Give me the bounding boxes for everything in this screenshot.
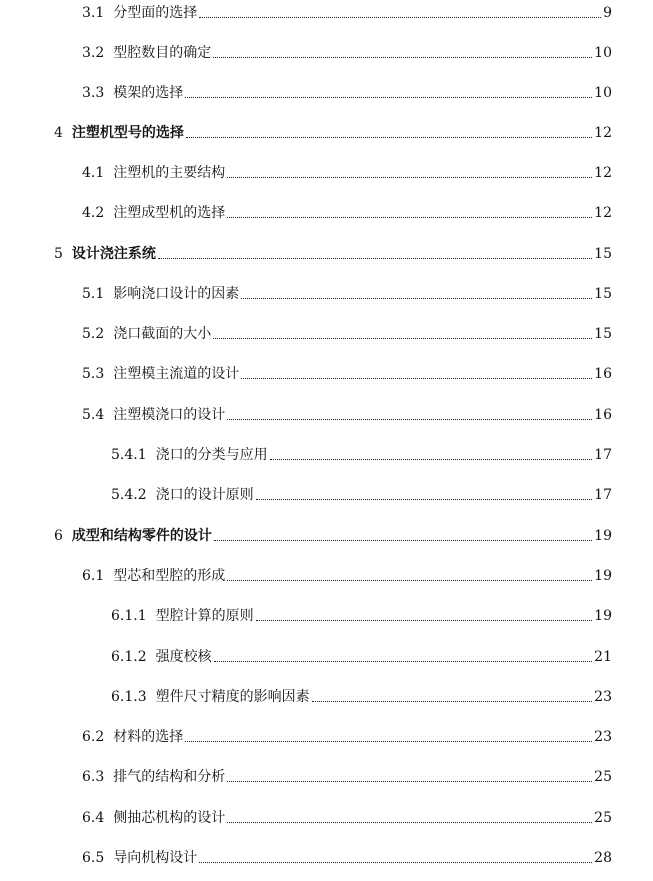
toc-entry-title: 浇口的设计原则 (155, 487, 254, 503)
toc-entry-title: 模架的选择 (113, 85, 184, 101)
toc-entry-number: 6.2 (82, 729, 105, 745)
toc-entry-4-2[interactable] (82, 202, 612, 222)
toc-entry-number: 6.3 (82, 769, 105, 785)
dot-leader (185, 97, 592, 98)
dot-leader (241, 378, 592, 379)
dot-leader (199, 862, 592, 863)
toc-entry-title: 注塑成型机的选择 (113, 205, 226, 221)
toc-entry-title: 浇口的分类与应用 (155, 447, 268, 463)
toc-entry-page: 10 (594, 45, 612, 61)
dot-leader (213, 57, 592, 58)
toc-entry-page: 19 (594, 608, 612, 624)
toc-entry-page: 15 (594, 326, 612, 342)
toc-entry-page: 15 (594, 286, 612, 302)
dot-leader (227, 177, 592, 178)
toc-entry-title: 塑件尺寸精度的影响因素 (155, 689, 310, 705)
toc-entry-title: 型腔计算的原则 (155, 608, 254, 624)
toc-entry-number: 5.1 (82, 286, 105, 302)
toc-entry-5-4[interactable] (82, 404, 612, 424)
toc-entry-4[interactable] (54, 122, 612, 142)
toc-entry-page: 23 (594, 689, 612, 705)
toc-entry-number: 6 (54, 528, 63, 544)
toc-entry-number: 6.1.2 (111, 649, 147, 665)
toc-entry-page: 19 (594, 528, 612, 544)
toc-entry-6-1-3[interactable] (111, 686, 612, 706)
toc-entry-title: 型腔数目的确定 (113, 45, 212, 61)
toc-entry-title: 导向机构设计 (113, 850, 198, 866)
toc-entry-5[interactable] (54, 243, 612, 263)
toc-entry-page: 17 (594, 447, 612, 463)
dot-leader (227, 217, 592, 218)
toc-entry-number: 4 (54, 125, 63, 141)
toc-entry-page: 12 (594, 205, 612, 221)
toc-entry-title: 设计浇注系统 (71, 246, 156, 262)
toc-entry-number: 6.4 (82, 810, 105, 826)
dot-leader (199, 17, 601, 18)
toc-entry-page: 25 (594, 810, 612, 826)
toc-entry-6-1[interactable] (82, 565, 612, 585)
toc-entry-number: 6.1 (82, 568, 105, 584)
toc-entry-page: 16 (594, 366, 612, 382)
dot-leader (227, 822, 592, 823)
toc-entry-number: 5.4.2 (111, 487, 147, 503)
dot-leader (227, 580, 592, 581)
toc-entry-6-1-2[interactable] (111, 646, 612, 666)
dot-leader (185, 741, 592, 742)
dot-leader (186, 137, 592, 138)
toc-entry-number: 6.1.3 (111, 689, 147, 705)
toc-entry-5-4-2[interactable] (111, 484, 612, 504)
dot-leader (256, 499, 593, 500)
toc-entry-number: 6.5 (82, 850, 105, 866)
toc-entry-title: 排气的结构和分析 (113, 769, 226, 785)
toc-entry-page: 12 (594, 125, 612, 141)
dot-leader (270, 459, 593, 460)
toc-entry-number: 5 (54, 246, 63, 262)
toc-entry-3-3[interactable] (82, 82, 612, 102)
dot-leader (241, 298, 592, 299)
toc-entry-title: 材料的选择 (113, 729, 184, 745)
toc-entry-title: 分型面的选择 (113, 5, 198, 21)
toc-entry-5-3[interactable] (82, 363, 612, 383)
toc-entry-page: 25 (594, 769, 612, 785)
toc-entry-title: 强度校核 (155, 649, 212, 665)
dot-leader (214, 540, 592, 541)
toc-entry-title: 影响浇口设计的因素 (113, 286, 240, 302)
toc-entry-5-4-1[interactable] (111, 444, 612, 464)
dot-leader (256, 620, 593, 621)
toc-entry-title: 型芯和型腔的形成 (113, 568, 226, 584)
dot-leader (158, 258, 592, 259)
toc-entry-number: 3.1 (82, 5, 105, 21)
dot-leader (227, 419, 592, 420)
toc-entry-5-2[interactable] (82, 323, 612, 343)
toc-entry-6[interactable] (54, 525, 612, 545)
toc-entry-6-4[interactable] (82, 807, 612, 827)
toc-entry-number: 4.1 (82, 165, 105, 181)
toc-entry-3-2[interactable] (82, 42, 612, 62)
toc-entry-number: 5.4.1 (111, 447, 147, 463)
toc-entry-title: 注塑模浇口的设计 (113, 407, 226, 423)
toc-entry-number: 3.3 (82, 85, 105, 101)
toc-entry-title: 注塑模主流道的设计 (113, 366, 240, 382)
toc-entry-6-5[interactable] (82, 847, 612, 867)
toc-entry-title: 浇口截面的大小 (113, 326, 212, 342)
toc-entry-5-1[interactable] (82, 283, 612, 303)
toc-entry-page: 10 (594, 85, 612, 101)
toc-entry-page: 12 (594, 165, 612, 181)
toc-entry-4-1[interactable] (82, 162, 612, 182)
toc-entry-6-3[interactable] (82, 766, 612, 786)
toc-entry-number: 5.4 (82, 407, 105, 423)
toc-entry-page: 19 (594, 568, 612, 584)
toc-entry-page: 15 (594, 246, 612, 262)
toc-entry-title: 注塑机型号的选择 (71, 125, 184, 141)
dot-leader (213, 338, 592, 339)
toc-entry-page: 9 (603, 5, 612, 21)
toc-entry-number: 5.3 (82, 366, 105, 382)
toc-entry-number: 6.1.1 (111, 608, 147, 624)
toc-entry-page: 23 (594, 729, 612, 745)
toc-entry-title: 成型和结构零件的设计 (71, 528, 212, 544)
toc-entry-6-2[interactable] (82, 726, 612, 746)
toc-entry-page: 28 (594, 850, 612, 866)
toc-entry-page: 17 (594, 487, 612, 503)
toc-entry-page: 16 (594, 407, 612, 423)
dot-leader (214, 661, 593, 662)
toc-entry-title: 侧抽芯机构的设计 (113, 810, 226, 826)
toc-entry-number: 4.2 (82, 205, 105, 221)
dot-leader (312, 701, 593, 702)
toc-entry-number: 3.2 (82, 45, 105, 61)
toc-entry-title: 注塑机的主要结构 (113, 165, 226, 181)
dot-leader (227, 781, 592, 782)
toc-entry-number: 5.2 (82, 326, 105, 342)
toc-entry-6-1-1[interactable] (111, 605, 612, 625)
toc-entry-page: 21 (594, 649, 612, 665)
toc-entry-3-1[interactable] (82, 2, 612, 22)
